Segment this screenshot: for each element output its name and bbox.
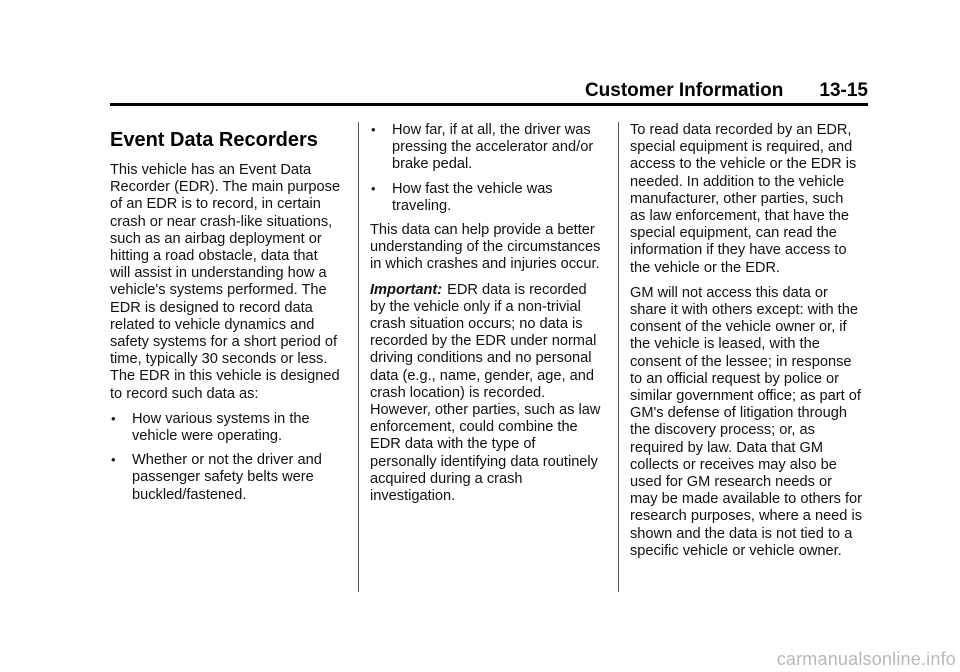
important-paragraph (370, 282, 602, 506)
list-item (110, 411, 342, 445)
body-paragraph: This data can help provide a better understanding of the circumstances in which crashes and injuries occur. (370, 222, 601, 273)
page-header (110, 80, 868, 102)
body-paragraph: GM will not access this data or share it with others except: with the consent of the vehicle owner or, if the vehicle is leased, with the consent of the lessee; in response to an official request by police or similar government office; as part of GM's defense of litigation through the discovery process; or, as required by law. Data that GM collects or receives may also be used for GM research needs or may be made available to others for research purposes, where a need is shown and the data is not tied to a specific vehicle or vehicle owner. (630, 284, 863, 559)
list-item-text: How various systems in the vehicle were operating. (132, 410, 310, 445)
list-item-text: How fast the vehicle was traveling. (392, 180, 553, 214)
bullet-icon: • (111, 452, 116, 468)
intro-paragraph: This vehicle has an Event Data Recorder (EDR). The main purpose of an EDR is to record, in certain crash or near crash-like situations, such as an airbag deployment or hitting a road obstacle, data that will assist in understanding how a vehicle's systems performed. The EDR is designed to record data related to vehicle dynamics and safety systems for a short period of time, typically 30 seconds or less. The EDR in this vehicle is designed to record such data as: (110, 162, 341, 402)
body-paragraph: To read data recorded by an EDR, special equipment is required, and access to the vehicle or the EDR is needed. In addition to the vehicle manufacturer, other parties, such as law enforcement, that have the special equipment, can read the information if they have access to the vehicle or the EDR. (630, 122, 857, 276)
column-2 (370, 122, 602, 513)
list-item-text: Whether or not the driver and passenger safety belts were buckled/fastened. (132, 452, 322, 503)
column-divider-left (358, 122, 359, 592)
list-item (110, 452, 342, 504)
section-title: Customer Information (584, 80, 784, 101)
list-item (370, 181, 602, 215)
important-label: Important: (370, 281, 443, 298)
column-1 (110, 128, 342, 511)
important-text: EDR data is recorded by the vehicle only if a non-trivial crash situation occurs; no data is recorded by the EDR under normal driving conditions and no personal data (e.g., name, gender, age, and crash location) is recorded. However, other parties, such as law enforcement, could combine the EDR data with the type of personally identifying data routinely acquired during a crash investigation. (370, 281, 601, 505)
bullet-icon: • (111, 410, 116, 426)
page-number: 13-15 (819, 80, 868, 101)
column-divider-right (618, 122, 619, 592)
list-item (370, 122, 602, 174)
header-rule (110, 103, 868, 106)
list-item-text: How far, if at all, the driver was pressing the accelerator and/or brake pedal. (392, 122, 594, 173)
watermark: carmanualsonline.info (776, 649, 956, 669)
section-heading: Event Data Recorders (110, 129, 318, 151)
bullet-icon: • (371, 180, 376, 196)
column-3 (630, 122, 862, 568)
bullet-icon: • (371, 122, 376, 137)
